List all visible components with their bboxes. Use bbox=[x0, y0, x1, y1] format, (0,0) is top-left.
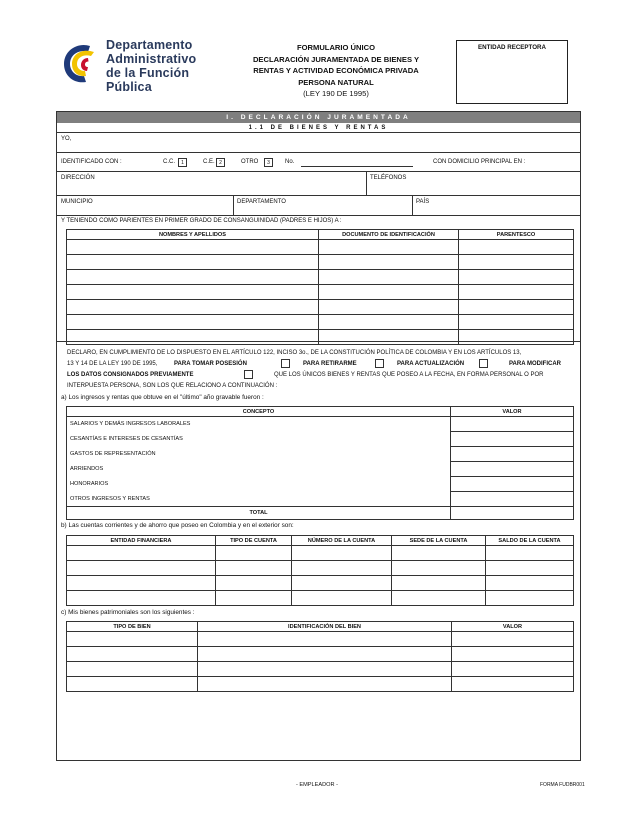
table-row[interactable] bbox=[67, 677, 574, 692]
otro-label: OTRO bbox=[241, 159, 259, 165]
divider bbox=[412, 196, 413, 215]
title-line: FORMULARIO ÚNICO bbox=[296, 43, 376, 52]
col-tipo-bien: TIPO DE BIEN bbox=[67, 622, 198, 632]
form-title bbox=[246, 42, 426, 100]
declaration-form bbox=[56, 111, 581, 761]
decl-line: 13 Y 14 DE LA LEY 190 DE 1995, bbox=[67, 361, 158, 367]
table-row[interactable] bbox=[67, 477, 574, 492]
col-concepto: CONCEPTO bbox=[67, 407, 451, 417]
table-row[interactable] bbox=[67, 285, 574, 300]
table-row[interactable] bbox=[67, 546, 574, 561]
actualizacion-checkbox[interactable] bbox=[479, 359, 488, 368]
ce-label: C.E. bbox=[203, 159, 215, 165]
datos-previos-label: LOS DATOS CONSIGNADOS PREVIAMENTE bbox=[67, 372, 194, 378]
id-number-field[interactable] bbox=[301, 166, 413, 167]
identificado-label: IDENTIFICADO CON : bbox=[61, 159, 122, 165]
bienes-label: c) Mis bienes patrimoniales son los siguientes : bbox=[61, 609, 195, 616]
direccion-label: DIRECCIÓN bbox=[61, 175, 95, 181]
table-row[interactable] bbox=[67, 330, 574, 345]
table-row[interactable] bbox=[67, 447, 574, 462]
col-tipo-cuenta: TIPO DE CUENTA bbox=[216, 536, 292, 546]
ingreso-concepto: OTROS INGRESOS Y RENTAS bbox=[67, 492, 451, 507]
retirarme-checkbox[interactable] bbox=[375, 359, 384, 368]
divider bbox=[57, 341, 580, 342]
bienes-table bbox=[66, 621, 574, 692]
otro-checkbox[interactable]: 3 bbox=[264, 158, 273, 167]
yo-row[interactable] bbox=[57, 133, 580, 153]
col-parentesco: PARENTESCO bbox=[459, 230, 574, 240]
logo-line: Pública bbox=[106, 80, 152, 94]
table-row[interactable] bbox=[67, 462, 574, 477]
table-row[interactable] bbox=[67, 432, 574, 447]
domicilio-label: CON DOMICILIO PRINCIPAL EN : bbox=[433, 159, 526, 165]
posesion-checkbox[interactable] bbox=[281, 359, 290, 368]
entidad-receptora-label: ENTIDAD RECEPTORA bbox=[478, 44, 546, 51]
divider bbox=[366, 172, 367, 195]
table-header-row bbox=[67, 407, 574, 417]
table-row[interactable] bbox=[67, 315, 574, 330]
declaracion-text bbox=[67, 348, 572, 358]
table-header-row bbox=[67, 230, 574, 240]
entidad-receptora-box[interactable] bbox=[456, 40, 568, 104]
table-row[interactable] bbox=[67, 300, 574, 315]
total-label: TOTAL bbox=[67, 507, 451, 520]
table-header-row bbox=[67, 622, 574, 632]
ingreso-concepto: HONORARIOS bbox=[67, 477, 451, 492]
ingresos-label: a) Los ingresos y rentas que obtuve en el "último" año gravable fueron : bbox=[61, 394, 264, 401]
col-valor: VALOR bbox=[451, 407, 574, 417]
cuentas-table bbox=[66, 535, 574, 606]
total-row[interactable] bbox=[67, 507, 574, 520]
col-sede-cuenta: SEDE DE LA CUENTA bbox=[392, 536, 486, 546]
cc-checkbox[interactable]: 1 bbox=[178, 158, 187, 167]
form-header bbox=[56, 36, 586, 106]
pais-label: PAÍS bbox=[416, 199, 430, 205]
table-row[interactable] bbox=[67, 240, 574, 255]
modificar-label: PARA MODIFICAR bbox=[509, 361, 561, 367]
table-row[interactable] bbox=[67, 255, 574, 270]
retirarme-label: PARA RETIRARME bbox=[303, 361, 357, 367]
ingreso-concepto: GASTOS DE REPRESENTACIÓN bbox=[67, 447, 451, 462]
ingreso-concepto: ARRIENDOS bbox=[67, 462, 451, 477]
decl-line: QUE LOS ÚNICOS BIENES Y RENTAS QUE POSEO A LA FECHA, EN FORMA PERSONAL O POR bbox=[274, 372, 544, 378]
ingresos-table bbox=[66, 406, 574, 520]
ce-checkbox[interactable]: 2 bbox=[216, 158, 225, 167]
table-row[interactable] bbox=[67, 662, 574, 677]
telefonos-label: TELÉFONOS bbox=[370, 175, 407, 181]
section-band: I. DECLARACIÓN JURAMENTADA bbox=[57, 112, 580, 123]
footer-empleador: - EMPLEADOR - bbox=[296, 782, 338, 788]
title-line: DECLARACIÓN JURAMENTADA DE BIENES Y bbox=[252, 54, 420, 64]
table-row[interactable] bbox=[67, 647, 574, 662]
table-row[interactable] bbox=[67, 576, 574, 591]
posesion-label: PARA TOMAR POSESIÓN bbox=[174, 361, 247, 367]
decl-line: INTERPUESTA PERSONA, SON LOS QUE RELACIONO A CONTINUACIÓN : bbox=[67, 383, 278, 389]
table-header-row bbox=[67, 536, 574, 546]
col-saldo-cuenta: SALDO DE LA CUENTA bbox=[486, 536, 574, 546]
yo-label: YO, bbox=[61, 136, 72, 142]
footer-form-code: FORMA FUDBR001 bbox=[540, 782, 585, 788]
col-identificacion-bien: IDENTIFICACIÓN DEL BIEN bbox=[198, 622, 452, 632]
col-numero-cuenta: NÚMERO DE LA CUENTA bbox=[292, 536, 392, 546]
table-row[interactable] bbox=[67, 561, 574, 576]
logo-line: de la Función bbox=[106, 66, 190, 80]
modificar-checkbox[interactable] bbox=[244, 370, 253, 379]
ingreso-concepto: SALARIOS Y DEMÁS INGRESOS LABORALES bbox=[67, 417, 451, 432]
title-line: RENTAS Y ACTIVIDAD ECONÓMICA PRIVADA bbox=[253, 66, 419, 75]
parientes-intro: Y TENIENDO COMO PARIENTES EN PRIMER GRADO DE CONSANGUINIDAD (PADRES E HIJOS) A : bbox=[61, 218, 342, 224]
dafp-logo bbox=[56, 36, 216, 100]
title-line: PERSONA NATURAL bbox=[298, 77, 374, 87]
decl-line: DECLARO, EN CUMPLIMIENTO DE LO DISPUESTO EN EL ARTÍCULO 122, INCISO 3o., DE LA CONSTITUCIÓN POLÍTICA DE COLOMBIA Y EN LOS ARTÍCULOS 13, bbox=[67, 350, 522, 356]
table-row[interactable] bbox=[67, 591, 574, 606]
logo-line: Administrativo bbox=[106, 52, 197, 66]
municipio-label: MUNICIPIO bbox=[61, 199, 93, 205]
ubicacion-row[interactable] bbox=[57, 196, 580, 216]
table-row[interactable] bbox=[67, 270, 574, 285]
ingreso-concepto: CESANTÍAS E INTERESES DE CESANTÍAS bbox=[67, 432, 451, 447]
table-row[interactable] bbox=[67, 632, 574, 647]
logo-text bbox=[106, 38, 196, 94]
col-documento: DOCUMENTO DE IDENTIFICACIÓN bbox=[319, 230, 459, 240]
no-label: No. bbox=[285, 159, 295, 165]
parientes-table bbox=[66, 229, 574, 345]
section-subband: 1.1 DE BIENES Y RENTAS bbox=[57, 123, 580, 133]
cuentas-label: b) Las cuentas corrientes y de ahorro que poseo en Colombia y en el exterior son: bbox=[61, 522, 294, 529]
identificacion-row bbox=[57, 153, 580, 172]
direccion-row[interactable] bbox=[57, 172, 580, 196]
dafp-logo-icon bbox=[60, 40, 100, 86]
cc-label: C.C. bbox=[163, 159, 175, 165]
col-entidad: ENTIDAD FINANCIERA bbox=[67, 536, 216, 546]
title-sub: (LEY 190 DE 1995) bbox=[303, 89, 369, 98]
actualizacion-label: PARA ACTUALIZACIÓN bbox=[397, 361, 465, 367]
departamento-label: DEPARTAMENTO bbox=[237, 199, 286, 205]
table-row[interactable] bbox=[67, 492, 574, 507]
col-valor-bien: VALOR bbox=[452, 622, 574, 632]
table-row[interactable] bbox=[67, 417, 574, 432]
divider bbox=[233, 196, 234, 215]
col-nombres: NOMBRES Y APELLIDOS bbox=[67, 230, 319, 240]
logo-line: Departamento bbox=[106, 38, 193, 52]
